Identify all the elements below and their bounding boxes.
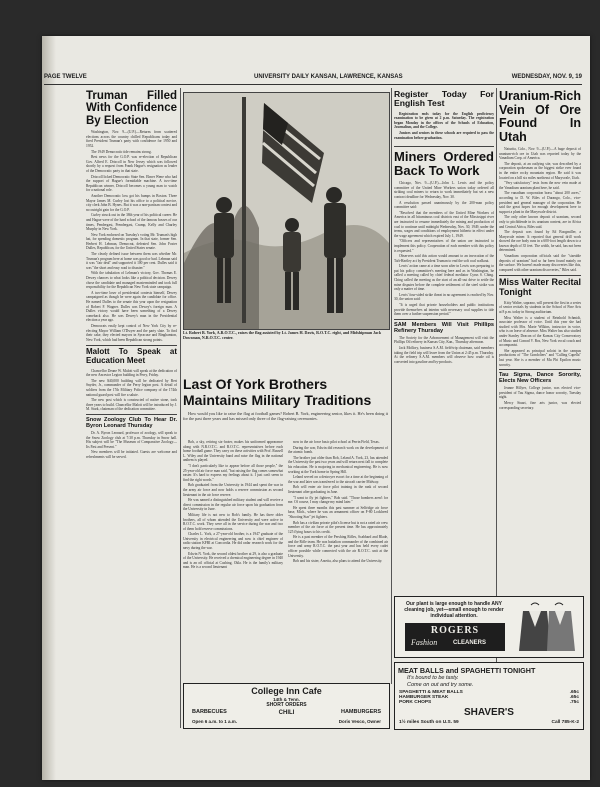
tau-sigma-headline: Tau Sigma, Dance Sorority, Elects New Officers (499, 369, 581, 384)
malott-paragraph: The new $40,000 building will be dedicated by Bert Snyder, Jr., commander of the Perry legion post. A detail of soldiers from the 17th Military Police company of the 174th national guard post will fire a salute. (86, 378, 177, 397)
truman-paragraph: New York endorsed on Tuesday's voting Mr. Truman's high hat, for spending domestic program. In that state, former Sen. Herbert H. Lehman, Democrat, defeated Sen. John Foster Dulles, Republican, for the United States senate. (86, 232, 177, 251)
page-number: PAGE TWELVE (44, 74, 87, 80)
miss-walter-paragraph: Kitty Walter, soprano, will present the first in a series of senior recitals by students in the School of Fine Arts at 8 p.m. today in Strong auditorium. (499, 300, 581, 315)
column-rule (496, 88, 497, 684)
uranium-paragraph: Vanadium corporation officials said the "sizeable deposits of uranium" had so far been found mainly on the surface. We haven't made many discoveries like this, compared with other uranium discoveries," Biles said. (499, 254, 581, 272)
york-paragraph: Bob has a civilian private pilot's license but is not a rated air crew member of the air force at the present time. He has approximately 125 flying hours to his credit. (288, 520, 388, 534)
york-lead-paragraph: How would you like to raise the flag at football games? Robert B. York, engineering senior, likes it. He's been doing it for the past three years and has missed only three of the flag-raising ceremonies. (183, 411, 388, 422)
shavers-menu (399, 690, 579, 705)
photo-caption: Lt. Robert B. York, A.R.O.T.C., raises the flag assisted by Lt. James H. Davis, R.O.T.C. right, and Midshipman Jack Dowsman, N.R.O.T.C. center. (183, 330, 382, 340)
rogers-tagline: Fashion (411, 638, 438, 647)
register-paragraph: Juniors and seniors in these schools are required to pass the examination before graduation. (394, 130, 494, 140)
rogers-cleaners-ad (394, 596, 584, 658)
york-paragraph: The brother just older than Bob, Leland A. York, 23, has attended the University the past two years and will return next fall to complete his education. He is majoring in mechanical engineering. He is now working at the York home in Spring Hill. (288, 455, 388, 474)
register-paragraph: Registration ends today for the English proficiency examination to be given at 2 p.m. Saturday. The registration began Monday in the offices of the Schools of Education, Journalism, and the College. (394, 111, 494, 130)
york-paragraph: Leland served on a destroyer escort for a time at the beginning of the war and later was transferred to the aircraft carrier Midway. (288, 475, 388, 484)
miners-paragraph: "It is urged that private householders and public institutions provide themselves ad interim with necessary coal supplies to tide them over a further suspension period." (394, 303, 494, 317)
york-paragraph: He spent three months this past summer at Selfridge air force base, Mich., where he was an armament officer on F-80 Lockheed "Shooting Star" jet fighters. (288, 505, 388, 519)
shavers-item-name: HAMBURGER STEAK (399, 695, 449, 700)
register-headline: Register Today For English Test (394, 90, 494, 109)
truman-paragraph: Best news for the G.O.P. was re-election of Republican Gov. Alfred E. Driscoll in New Jersey which was followed shortly by a request from Frank Hague's resignation as leader of the Democratic party in that state. (86, 155, 177, 173)
uranium-paragraph: The only other known deposit of uranium, second only to pitchblende in its uranium content, are in Africa and Central Africa, Biles said. (499, 215, 581, 229)
photo-illustration (184, 93, 389, 329)
college-inn-title: College Inn Cafe (251, 686, 322, 696)
flag-raising-photo (183, 92, 390, 330)
truman-dateline: Washington, Nov. 9—(U.P.)—Returns from scattered elections across the country chilled Republicans today and fired President Truman's party with confidence for 1950 and 1952. (86, 130, 177, 148)
york-paragraph: Edwin N. York, the second oldest brother at 29, is also a graduate of the University. He received a chemical engineering degree in 1940 and is an oil official at Cushing, Okla. He is the family's military man. He is a second lieutenant (183, 551, 283, 570)
york-paragraph: "I want to fly jet fighters," Bob said. "Those bombers aren't for me. Of course, I may change my mind later." (288, 495, 388, 505)
york-paragraph: "I don't particularly like to appear before all those people," the 25-year-old air force man said, "but raising the flag comes somewhat easier. It's hard to express my feelings about it. I just can't seem to find the right words." (183, 463, 283, 482)
truman-paragraph: Driscoll licked Democratic State Sen. Elmer Wene who had the support of Hague's formidable machine. A two-time Republican winner, Driscoll becomes a young man to watch for a national role. (86, 174, 177, 193)
uranium-column (499, 90, 581, 592)
miss-walter-paragraph: She appeared as principal soloist in the campus productions of "The Gondoliers" and "Calling Capella" last year. She is a member of Mu Phi Epsilon music sorority. (499, 348, 581, 367)
tau-sigma-paragraph: Mercy Stuart, fine arts junior, was elected corresponding secretary. (499, 400, 581, 410)
york-paragraph: Charles L. York, a 27-year-old brother, is a 1947 graduate of the University in electrical engineering and now is chief engineer of radio station KFBI at Concordia. He did radar research work for the navy during the war. (183, 532, 283, 551)
truman-paragraph: Another Democratic loss got his bumps in Boston. Three Mayor James M. Curley lost his office to a political novice, city clerk John B. Hynes. But it was a non-partisan contest and no outright gain for the G.O.P. (86, 193, 177, 212)
york-paragraph: During the war, Edwin did research work on the development of the atomic bomb. (288, 445, 388, 455)
miss-walter-headline: Miss Walter Recital Tonight (499, 277, 581, 298)
college-inn-hours: Open 6 a.m. to 1 a.m. (192, 719, 238, 724)
rogers-brand: ROGERS (430, 625, 480, 636)
college-inn-hamburgers: HAMBURGERS (340, 709, 381, 715)
truman-headline: Truman Filled With Confidence By Election (86, 90, 177, 127)
college-inn-barbecues: BARBECUES (192, 709, 227, 715)
tau-sigma-paragraph: Jeanne Hillyer, College junior, was elected vice-president of Tau Sigma, dance honor sorority, Tuesday night. (499, 386, 581, 400)
shavers-item-name: PORK CHOPS (399, 700, 432, 705)
york-paragraph: He was named a distinguished military student and will receive a direct commission in the regular air force upon his graduation from the University in June. (183, 498, 283, 512)
shavers-item-price: .65c (569, 695, 579, 700)
uranium-headline: Uranium-Rich Vein Of Ore Found In Utah (499, 90, 581, 144)
york-paragraph: Bob, a sky, retiring six-footer, makes his uniformed appearance along with N.R.O.T.C. and R.O.T.C. representatives before each home football game. They carry on these activities with Prof. Russell L. Wiley and the University band and raise the flag in the national anthem is played. (183, 440, 283, 463)
york-paragraph: now in the air force basic pilot school at Perrin Field, Texas. (293, 440, 380, 444)
truman-paragraph: The 1949 Democratic tide remains strong. (91, 149, 152, 154)
uranium-paragraph: "Very satisfactory" tests from the new vein made at the Vanadium uranium plant here, he said. (499, 181, 581, 190)
issue-date: WEDNESDAY, NOV. 9, 19 (511, 74, 582, 80)
paper-name: UNIVERSITY DAILY KANSAN, LAWRENCE, KANSAS (254, 74, 403, 80)
truman-paragraph: A two-time loser of presidential contests himself, Dewey campaigned as though he were again the candidate for office. He named Dulles to the senate this year upon the resignation of Robert F. Wagner. Dulles was Dewey's foreign man. A Dulles victory would have been something of a Dewey comeback also. He was Dewey's man in the Presidential election a year ago. (86, 290, 177, 323)
malott-headline: Malott To Speak at Education Meet (86, 347, 177, 365)
college-inn-address: 14th & Tenn. (273, 697, 300, 702)
sam-paragraph: Jack Mollory, business S.A.M. field-trip chairman, said members taking the field trip will leave from the Union at 2:45 p.m. Thursday. At the refinery S.A.M. members will observe how crude oil is converted into gasoline and by-products. (394, 346, 494, 364)
york-paragraph: Bob will enter air force pilot training in the rank of second lieutenant after graduating in June. (288, 485, 388, 494)
snow-headline: Snow Zoology Club To Hear Dr. Byron Leonard Thursday (86, 414, 177, 429)
shavers-menu-item (399, 700, 579, 705)
york-paragraph: Bob graduated from the University in 1944 and spent the war in the army air force and now holds a reserve commission as second lieutenant in the air force reserve. (183, 483, 283, 497)
miners-paragraph: "Resolved that the members of the United Mine Workers of America in all bituminous coal districts east of the Mississippi river are instructed to resume immediately the mining and production of coal to continue until midnight Wednesday, Nov. 30, 1949, under the terms, wages and conditions of employment hitherto in effect under the wage agreement which expired July 1, 1949. (394, 210, 494, 238)
malott-paragraph: Chancellor Deane W. Malott will speak at the dedication of the new Ancestor Legion building in Perry, Friday. (86, 368, 177, 378)
rogers-service: CLEANERS (453, 640, 487, 646)
miners-paragraph: Lewis' four-sided strike threat in no agreement is reached by Nov. 30, the union said: (394, 292, 494, 302)
york-paragraph: He is a past member of the Pershing Rifles, Scabbard and Blade, and the Rifle team. He was battalion commander of the combined air force and army R.O.T.C. the past year and has held every cadet officer possible while connected with the air R.O.T.C. unit at the University. (288, 535, 388, 558)
miners-paragraph: A resolution passed unanimously by the 200-man policy committee said: (394, 200, 494, 210)
miss-walter-paragraph: Miss Walter is a student of Reinhold Schmidt, associate professor of voice. Until this year she had studied with Mrs. Marie Wilkins, instructor in voice, who is on leave of absence. Miss Walter has also studied under Stanley Deacon of the Kansas City Conservatory of Music and Conrad V. Bos, New York vocal coach and accompanist. (499, 315, 581, 348)
shavers-item-price: .65c (569, 690, 579, 695)
york-paragraph: Military life is not new to Bob's family. He has three older brothers, all of whom attended the University and were active in R.O.T.C. work. They were all in the service during the war and two of them hold reserve commissions. (183, 512, 283, 531)
shavers-phone: Call 785-K-2 (551, 720, 579, 725)
hanging-garments-icon (517, 601, 577, 653)
malott-paragraph: The new post which is constructed of native stone, took three years to build. Chancellor Malott will be introduced by J. M. Stark, chairman of the dedication committee. (86, 398, 177, 412)
college-inn-owner: Doris Vesco, Owner (338, 719, 381, 724)
truman-paragraph: Democrats easily kept control of New York City by re-electing Mayor William O'Dwyer and the party slate. To find their cake, they elected mayors in Syracuse and Binghamton, New York, which had been Republican strong points. (86, 323, 177, 342)
uranium-paragraph: Naturita, Colo., Nov. 9—(U.P.)—A huge deposit of uranium-rich ore in Utah was reported today by the Vanadium Corp. of America. (499, 147, 581, 161)
shavers-name: SHAVER'S (464, 707, 514, 718)
truman-column (86, 90, 177, 728)
masthead (44, 72, 582, 84)
truman-paragraph: With the tabulation of Lehman's victory, Gov. Thomas E. Dewey chances to what looks like a political decision. Dewey chose the candidate and managed masterminded and took full responsibility for the Republican New York state campaign. (86, 271, 177, 290)
rogers-slogan: Our plant is large enough to handle ANY cleaning job, yet—small enough to render individual attention. (404, 601, 504, 620)
miners-headline: Miners Ordered Back To Work (394, 146, 494, 178)
binding-edge (42, 36, 56, 780)
york-headline: Last Of York Brothers Maintains Military Traditions (183, 376, 372, 408)
truman-paragraph: Curley struck out in the 38th year of his political career. He and Hague were of the hard school of the famous bosses of our times, Pendergast, Prendergast, Crump, Kelly and Charley Murphy in New York. (86, 213, 177, 232)
shavers-line1: It's bound to be tasty. (407, 675, 459, 681)
uranium-paragraph: The vanadium corporation brass "about 200 acres," according to D. W. Biles of Durango, Colo., vice-president and general manager of the corporation. He said the great hopes for enough development here to support a plant in the Marysvale district. (499, 191, 581, 214)
shavers-ad (394, 662, 584, 730)
snow-paragraph: New members will be initiated. Guests are welcome and refreshments will be served. (86, 450, 177, 459)
sam-paragraph: The Society for the Advancement of Management will visit the Phillips Oil refinery in Kansas City, Kan., Thursday afternoon. (394, 335, 494, 345)
college-inn-chili: CHILI (278, 710, 295, 716)
york-paragraph: Bob and his sister, Arzetta, also plans to attend the University. (293, 559, 383, 564)
column-rule (180, 88, 181, 728)
shavers-item-name: SPAGHETTI & MEAT BALLS (399, 690, 463, 695)
snow-paragraph: Dr. A. Byron Leonard, professor of zoology, will speak to the Snow Zoology club at 7:30 p.m. Thursday in Snow hall. His subject will be "The Museum of Comparative Zoology—Its Past and Present." (86, 430, 177, 449)
york-column-1 (183, 440, 283, 678)
miners-paragraph: Observers said this action would amount to an invocation of the Taft-Hartley act by President Truman to end the soft coal walkout. (394, 254, 494, 263)
york-column-2 (288, 440, 388, 678)
college-inn-ad (183, 683, 390, 729)
college-inn-short-orders: SHORT ORDERS (266, 702, 307, 708)
uranium-paragraph: The deposit was found by Ed Boogmiller, a Marysvale miner. It reported that general drill work showed the ore body runs in a 600-foot length down to a known depth of 35 feet. The width, he said, has not been determined. (499, 230, 581, 253)
miners-paragraph: "Officers and representatives of the union are instructed to implement this policy. Cooperation of each member with this policy is requested." (394, 239, 494, 253)
masthead-rule (44, 84, 582, 85)
york-lead (183, 411, 388, 441)
miners-paragraph: Chicago, Nov. 9—(U.P.)—John L. Lewis and the policy committee of the United Mine Workers union today ordered all striking coal miners to return to work immediately but set a new contract deadline for Wednesday, Nov. 30. (394, 181, 494, 199)
register-miners-column (394, 90, 494, 592)
sam-headline: SAM Members Will Visit Phillips Refinery Thursday (394, 319, 494, 334)
shavers-location: 1½ miles South on U.S. 59 (399, 720, 459, 725)
shavers-item-price: .75c (569, 700, 579, 705)
shavers-headline: MEAT BALLS and SPAGHETTI TONIGHT (398, 666, 536, 675)
miners-paragraph: Lewis' action came at a time soon after in Lewis was preparing to put his policy committee's meeting here and as in Washington, he called a meeting called by chief federal mediator Cyrus S. Ching. Ching called the meeting as the start of an all-out drive to settle the mine disputes before the complete settlement of the steel strike was only a matter of time. (394, 264, 494, 292)
uranium-paragraph: The deposit, at an outlying site, was described by a corporation spokesman as the biggest strike ever found in the entire rocky mountain region. He said it was located on a hill six miles northeast of Marysvale, Utah. (499, 161, 581, 180)
column-rule (391, 88, 392, 684)
shavers-line2: Come on out and try some. (407, 682, 474, 688)
truman-paragraph: The clearly defined issue between them was whether Mr. Truman's program here at home was good or bad. Lehman said it was "fair deal" and supported it 100 per cent. Dulles said it was "the short and easy road to disaster." (86, 252, 177, 270)
rogers-logo (405, 623, 505, 651)
